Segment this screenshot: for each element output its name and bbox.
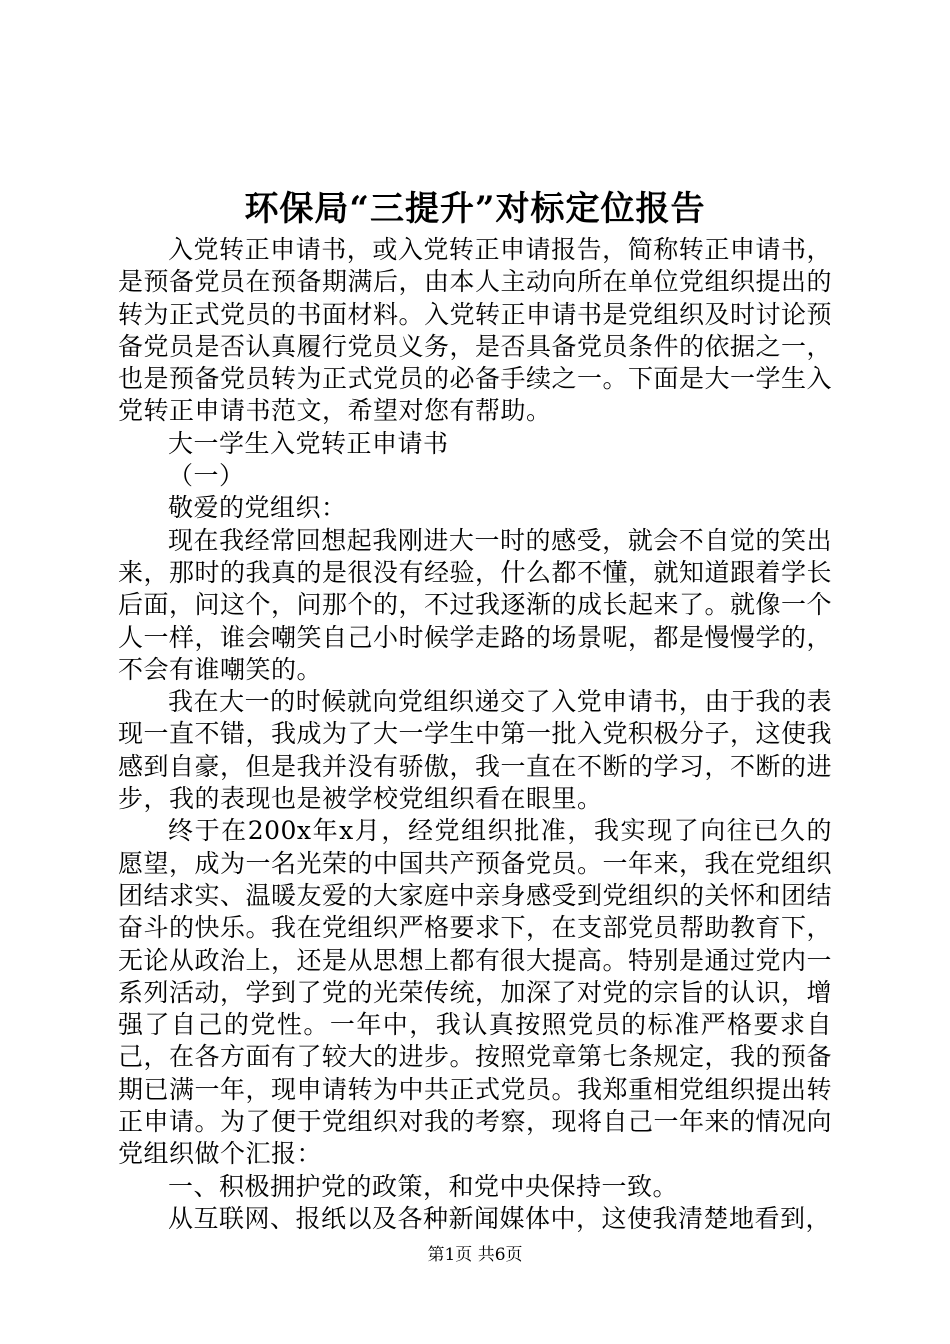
section-number: （一） [168,461,245,491]
body-paragraph: 现在我经常回想起我刚进大一时的感受，就会不自觉的笑出来，那时的我真的是很没有经验，什么都不懂，就知道跟着学长后面，问这个，问那个的，不过我逐渐的成长起来了。就像一个人一样，谁会嘲笑自己小时候学走路的场景呢，都是慢慢学的，不会有谁嘲笑的。 [118,525,833,684]
salutation: 敬爱的党组织： [168,493,347,523]
body-paragraph: 我在大一的时候就向党组织递交了入党申请书，由于我的表现一直不错，我成为了大一学生中第一批入党积极分子，这使我感到自豪，但是我并没有骄傲，我一直在不断的学习，不断的进步，我的表现也是被学校党组织看在眼里。 [118,687,833,814]
document-body [118,234,832,1235]
body-paragraph: 从互联网、报纸以及各种新闻媒体中，这使我清楚地看到， [168,1203,832,1233]
intro-paragraph: 入党转正申请书，或入党转正申请报告，简称转正申请书，是预备党员在预备期满后，由本人主动向所在单位党组织提出的转为正式党员的书面材料。入党转正申请书是党组织及时讨论预备党员是否认真履行党员义务，是否具备党员条件的依据之一，也是预备党员转为正式党员的必备手续之一。下面是大一学生入党转正申请书范文，希望对您有帮助。 [118,235,833,426]
section-heading: 大一学生入党转正申请书 [168,428,449,458]
page-footer: 第1页 共6页 [427,1245,523,1265]
body-paragraph: 终于在200x年x月，经党组织批准，我实现了向往已久的愿望，成为一名光荣的中国共产预备党员。一年来，我在党组织团结求实、温暖友爱的大家庭中亲身感受到党组织的关怀和团结奋斗的快乐。我在党组织严格要求下，在支部党员帮助教育下，无论从政治上，还是从思想上都有很大提高。特别是通过党内一系列活动，学到了党的光荣传统，加深了对党的宗旨的认识，增强了自己的党性。一年中，我认真按照党员的标准严格要求自己，在各方面有了较大的进步。按照党章第七条规定，我的预备期已满一年，现申请转为中共正式党员。我郑重相党组织提出转正申请。为了便于党组织对我的考察，现将自己一年来的情况向党组织做个汇报： [118,816,833,1169]
document-title: 环保局“三提升”对标定位报告 [244,189,706,229]
list-heading: 一、积极拥护党的政策，和党中央保持一致。 [168,1171,679,1201]
